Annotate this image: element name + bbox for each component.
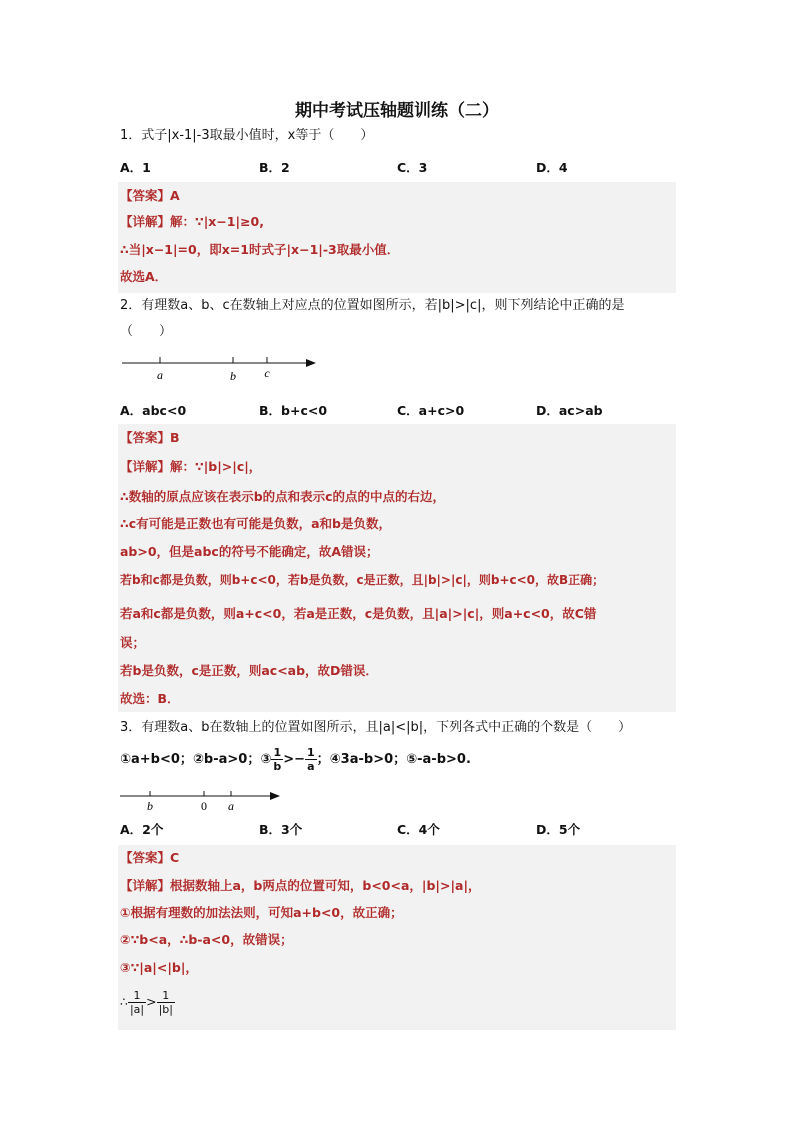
q3-items bbox=[120, 745, 471, 775]
q2-stem-line1: 2．有理数a、b、c在数轴上对应点的位置如图所示，若|b|>|c|，则下列结论中正确的是 bbox=[120, 298, 625, 313]
q2-answer: 【答案】B bbox=[120, 430, 180, 445]
q3-axis-label-0: 0 bbox=[201, 799, 207, 813]
q3-detail-1: 【详解】根据数轴上a，b两点的位置可知，b<0<a，|b|>|a|， bbox=[120, 878, 481, 893]
q1-option-c: C．3 bbox=[397, 160, 428, 175]
q2-detail-4: ab>0，但是abc的符号不能确定，故A错误； bbox=[120, 544, 379, 559]
q2-detail-3: ∴c有可能是正数也有可能是负数，a和b是负数， bbox=[120, 516, 391, 531]
q3-option-a: A．2个 bbox=[120, 822, 164, 837]
q1-answer-block bbox=[118, 182, 676, 293]
q3-last-frac-2 bbox=[157, 989, 175, 1016]
q2-detail-5: 若b和c都是负数，则b+c<0，若b是负数，c是正数，且|b|>|c|，则b+c<0，故B正确； bbox=[120, 573, 605, 587]
q1-detail-1: 【详解】解：∵|x−1|≥0, bbox=[120, 214, 264, 229]
q2-axis-label-b: b bbox=[230, 369, 236, 383]
q2-option-d: D．ac>ab bbox=[536, 403, 603, 418]
q3-detail-4: ③∵|a|<|b|， bbox=[120, 960, 198, 975]
q3-items-suffix: ；④3a-b>0；⑤-a-b>0. bbox=[316, 752, 471, 767]
q1-detail-3: 故选A． bbox=[120, 269, 168, 284]
q1-detail-2: ∴当|x−1|=0，即x=1时式子|x−1|-3取最小值． bbox=[120, 242, 400, 257]
q2-number-line bbox=[120, 352, 320, 384]
q2-option-b: B．b+c<0 bbox=[259, 403, 328, 418]
q2-axis-label-a: a bbox=[157, 368, 163, 382]
q3-frac-1 bbox=[271, 746, 283, 773]
q3-detail-3: ②∵b<a，∴b-a<0，故错误； bbox=[120, 932, 293, 947]
q3-answer: 【答案】C bbox=[120, 850, 180, 865]
q3-frac-2-den: a bbox=[307, 760, 315, 773]
q3-last-frac-1-den: |a| bbox=[129, 1003, 145, 1016]
q3-frac-2-num: 1 bbox=[307, 746, 315, 759]
q3-last-frac-1-num: 1 bbox=[128, 989, 146, 1003]
q2-detail-6: 若a和c都是负数，则a+c<0，若a是正数，c是负数，且|a|>|c|，则a+c<0，故C错 bbox=[120, 606, 597, 621]
q3-stem: 3．有理数a、b在数轴上的位置如图所示，且|a|<|b|，下列各式中正确的个数是（ ） bbox=[120, 720, 632, 735]
q2-detail-7: 误； bbox=[120, 635, 146, 650]
q3-last-frac-2-num: 1 bbox=[157, 989, 175, 1003]
q2-detail-2: ∴数轴的原点应该在表示b的点和表示c的点的中点的右边， bbox=[120, 489, 446, 504]
q2-axis-label-c: c bbox=[264, 366, 270, 380]
q3-last-prefix: ∴ bbox=[120, 994, 128, 1009]
q3-last-relation: > bbox=[146, 994, 157, 1009]
q2-detail-1: 【详解】解：∵|b|>|c|， bbox=[120, 459, 262, 474]
q1-answer: 【答案】A bbox=[120, 188, 180, 203]
q3-items-prefix: ①a+b<0；②b-a>0；③ bbox=[120, 752, 272, 767]
q1-option-b: B．2 bbox=[259, 160, 290, 175]
q2-option-c: C．a+c>0 bbox=[397, 403, 465, 418]
q1-option-d: D．4 bbox=[536, 160, 568, 175]
q1-option-a: A．1 bbox=[120, 160, 151, 175]
page-title: 期中考试压轴题训练（二） bbox=[295, 101, 499, 121]
q3-number-line bbox=[118, 788, 286, 814]
q3-option-c: C．4个 bbox=[397, 822, 440, 837]
q3-axis-label-a: a bbox=[228, 799, 234, 813]
q3-option-d: D．5个 bbox=[536, 822, 581, 837]
q3-frac-2 bbox=[305, 746, 317, 773]
q3-frac-1-num: 1 bbox=[271, 746, 283, 760]
q2-option-a: A．abc<0 bbox=[120, 403, 187, 418]
q2-stem-line2: （ ） bbox=[120, 324, 173, 339]
q3-frac-1-den: b bbox=[273, 760, 282, 773]
q3-option-b: B．3个 bbox=[259, 822, 303, 837]
q2-detail-8: 若b是负数，c是正数，则ac<ab，故D错误． bbox=[120, 663, 378, 678]
q3-last-frac-1 bbox=[128, 989, 146, 1016]
q3-detail-2: ①根据有理数的加法法则，可知a+b<0，故正确； bbox=[120, 905, 403, 920]
q1-stem: 1．式子|x-1|-3取最小值时，x等于（ ） bbox=[120, 128, 374, 143]
q3-frac-relation: >− bbox=[283, 752, 306, 767]
q2-detail-9: 故选：B． bbox=[120, 691, 180, 706]
q3-last-frac-2-den: |b| bbox=[158, 1003, 173, 1016]
q3-detail-5 bbox=[120, 986, 175, 1018]
q3-axis-label-b: b bbox=[147, 799, 153, 813]
